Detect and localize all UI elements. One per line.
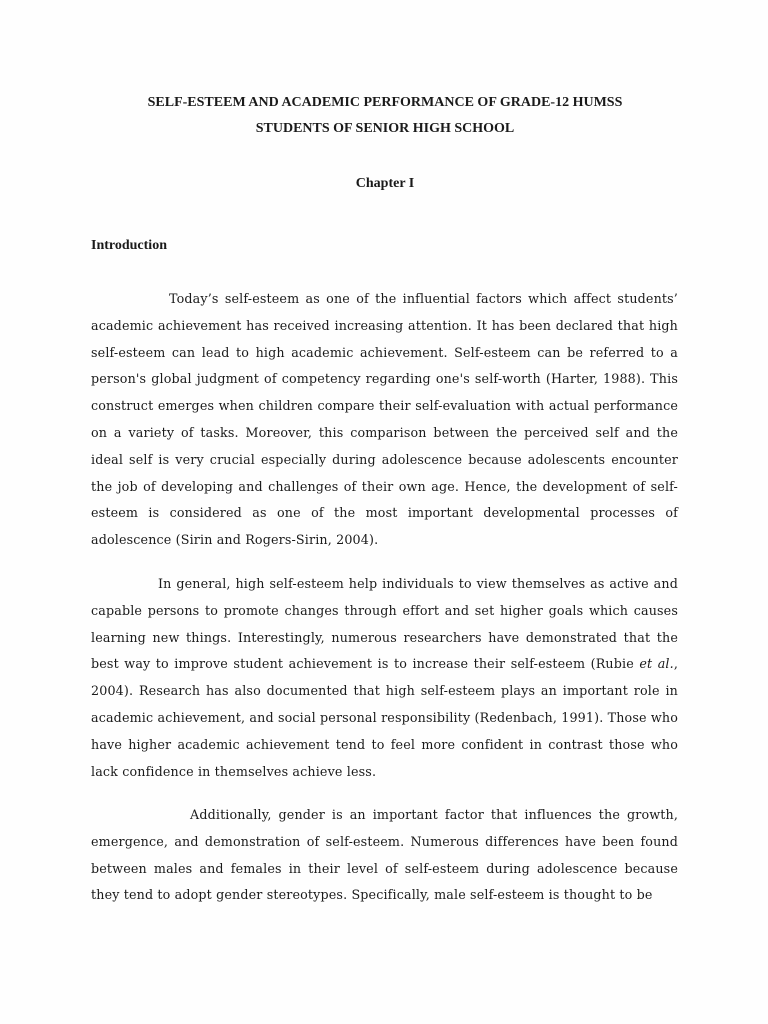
- section-heading-introduction: Introduction: [91, 238, 167, 253]
- paragraph-2-citation-italic: et al.: [639, 656, 674, 672]
- chapter-heading: Chapter I: [355, 176, 415, 191]
- paragraph-2-text-end: , 2004). Research has also documented that high self-esteem plays an important role in academic achievement, and social personal responsibility (Redenbach, 1991). Those who have higher academic achievement tend to feel more confident in contrast those who lack confidence in themselves achieve less.: [91, 656, 678, 779]
- document-title-line-1: SELF-ESTEEM AND ACADEMIC PERFORMANCE OF GRADE-12 HUMSS: [147, 95, 623, 110]
- paragraph-3-text: Additionally, gender is an important factor that influences the growth, emergence, and demonstration of self-esteem. Numerous differences have been found between males and females in their level of self-esteem during adolescence because they tend to adopt gender stereotypes. Specifically, male self-esteem is thought to be: [91, 807, 678, 903]
- paragraph-1: [91, 286, 678, 554]
- document-title-line-2: STUDENTS OF SENIOR HIGH SCHOOL: [255, 121, 515, 136]
- paragraph-2-text-start: In general, high self-esteem help individuals to view themselves as active and capable persons to promote changes through effort and set higher goals which causes learning new things. Interestingly, numerous researchers have demonstrated that the best way to improve student achievement is to increase their self-esteem (Rubie: [91, 576, 678, 672]
- paragraph-3: [91, 802, 678, 909]
- paragraph-1-text: Today’s self-esteem as one of the influential factors which affect students’ academic achievement has received increasing attention. It has been declared that high self-esteem can lead to high academic achievement. Self-esteem can be referred to a person's global judgment of competency regarding one's self-worth (Harter, 1988). This construct emerges when children compare their self-evaluation with actual performance on a variety of tasks. Moreover, this comparison between the perceived self and the ideal self is very crucial especially during adolescence because adolescents encounter the job of developing and challenges of their own age. Hence, the development of self-esteem is considered as one of the most important developmental processes of adolescence (Sirin and Rogers-Sirin, 2004).: [91, 291, 678, 548]
- paragraph-2: [91, 571, 678, 785]
